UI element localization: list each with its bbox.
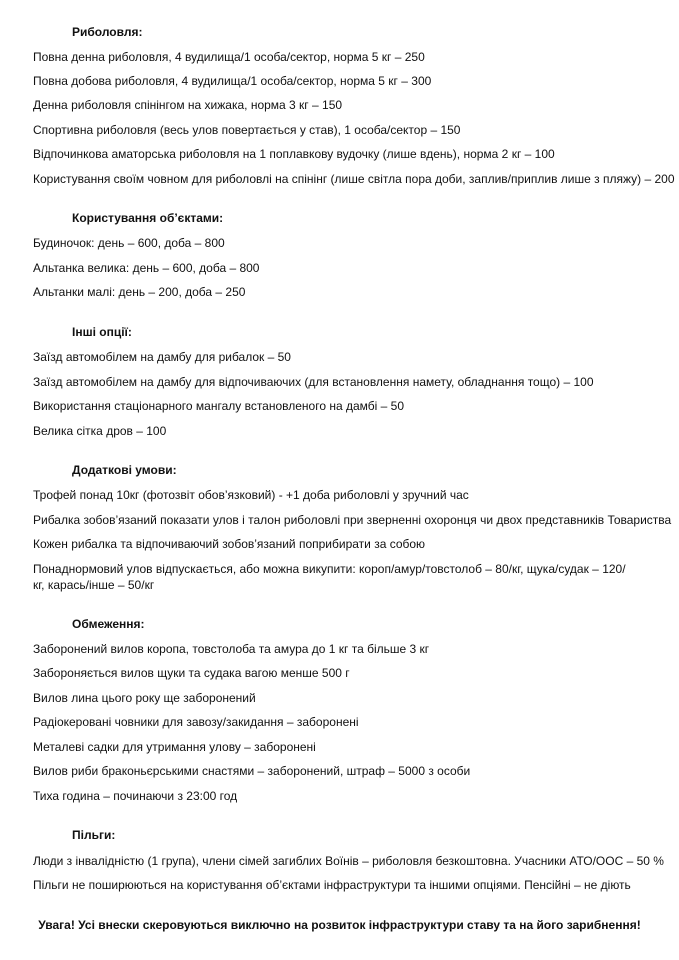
fishing-item: Відпочинкова аматорська риболовля на 1 поплавкову вудочку (лише вдень), норма 2 кг – 100 <box>33 147 555 161</box>
section-title-restrictions: Обмеження: <box>72 617 145 631</box>
condition-item: Кожен рибалка та відпочиваючий зобов’язаний поприбирати за собою <box>33 537 426 551</box>
section-title-conditions: Додаткові умови: <box>72 463 177 477</box>
condition-item: Трофей понад 10кг (фотозвіт обов’язковий) - +1 доба риболовлі у зручний час <box>33 488 469 502</box>
fishing-item: Повна добова риболовля, 4 вудилища/1 особа/сектор, норма 5 кг – 300 <box>33 74 432 88</box>
facilities-item: Альтанки малі: день – 200, доба – 250 <box>33 285 246 299</box>
fishing-item: Користування своїм човном для риболовлі на спінінг (лише світла пора доби, заплив/приплив лише з пляжу) – 200 <box>33 172 675 186</box>
condition-item: Рибалка зобов’язаний показати улов і талон риболовлі при зверненні охоронця чи двох представників Товариства <box>33 513 672 527</box>
other-option-item: Велика сітка дров – 100 <box>33 424 167 438</box>
restriction-item: Вилов риби браконьєрськими снастями – заборонений, штраф – 5000 з особи <box>33 764 471 778</box>
benefit-item: Пільги не поширюються на користування об’єктами інфраструктури та іншими опціями. Пенсійні – не діють <box>33 878 631 892</box>
restriction-item: Металеві садки для утримання улову – заборонені <box>33 740 316 754</box>
restriction-item: Радіокеровані човники для завозу/закидання – заборонені <box>33 715 359 729</box>
section-title-facilities: Користування об’єктами: <box>72 211 224 225</box>
restriction-item: Вилов лина цього року ще заборонений <box>33 691 256 705</box>
fishing-item: Денна риболовля спінінгом на хижака, норма 3 кг – 150 <box>33 98 343 112</box>
section-title-other-options: Інші опції: <box>72 325 132 339</box>
notice-text: Увага! Усі внески скеровуються виключно на розвиток інфраструктури ставу та на його зарибнення! <box>38 918 641 932</box>
fishing-item: Спортивна риболовля (весь улов повертається у став), 1 особа/сектор – 150 <box>33 123 461 137</box>
section-title-fishing: Риболовля: <box>72 25 143 39</box>
fishing-item: Повна денна риболовля, 4 вудилища/1 особа/сектор, норма 5 кг – 250 <box>33 50 425 64</box>
restriction-item: Тиха година – починаючи з 23:00 год <box>33 789 238 803</box>
other-option-item: Заїзд автомобілем на дамбу для відпочиваючих (для встановлення намету, обладнання тощо) – 100 <box>33 375 594 389</box>
benefit-item: Люди з інвалідністю (1 група), члени сімей загиблих Воїнів – риболовля безкоштовна. Учасники АТО/ООС – 50 % <box>33 854 664 868</box>
facilities-item: Будиночок: день – 600, доба – 800 <box>33 236 225 250</box>
section-title-benefits: Пільги: <box>72 828 116 842</box>
restriction-item: Заборонений вилов коропа, товстолоба та амура до 1 кг та більше 3 кг <box>33 642 430 656</box>
condition-item: Понаднормовий улов відпускається, або можна викупити: короп/амур/товстолоб – 80/кг, щука/судак – 120/кг, карась/інше – 50/кг <box>33 562 626 592</box>
facilities-item: Альтанка велика: день – 600, доба – 800 <box>33 261 260 275</box>
restriction-item: Забороняється вилов щуки та судака вагою менше 500 г <box>33 666 350 680</box>
other-option-item: Використання стаціонарного мангалу встановленого на дамбі – 50 <box>33 399 405 413</box>
other-option-item: Заїзд автомобілем на дамбу для рибалок – 50 <box>33 350 291 364</box>
